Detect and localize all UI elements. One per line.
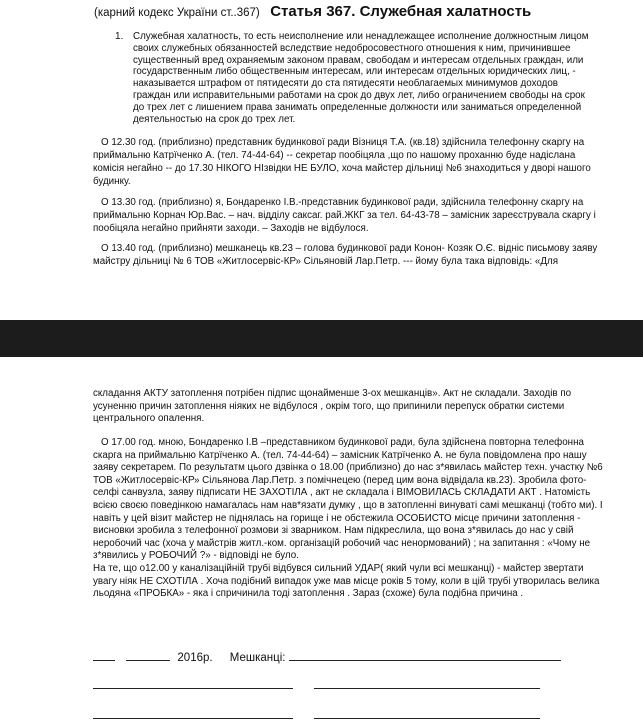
signature-line [314, 688, 540, 689]
page-2 [0, 357, 643, 725]
paragraph-1330: О 13.30 год. (приблизно) я, Бондаренко І.В.-представник будинкової ради, здійснила телефонну скаргу на приймальню Корнач Юр.Вас. – нач. відділу сaксаг. рай.ЖКГ за тел. 64-43-78 – замісник зареєструвала скаргу і пообіцяла негайно прийняти заходи. – Заходів не вiдбулося. [93, 197, 596, 234]
paragraph-1230: О 12.30 год. (приблизно) представник будинкової ради Візниця Т.А. (кв.18) здійснила телефонну скаргу на приймальню Катрїченко А. (тел. 74-44-64) -- секретар пообіцяла ,що по нашому проханню буде надісланa комісія негайно -- до 17.30 НІКОГО HIзвідки НЕ БУЛО, хоча майстер дільниці №6 знаходиться у дворі нашого будинку. [93, 137, 591, 187]
paragraph-1340: О 13.40 год. (приблизно) мешканець кв.23 – голова будинкової ради Конон- Козяк О.Є. віднiс письмову заяву майстру дільниці № 6 ТОВ «Житлосервіс-КР» Сільяновій Лар.Петр. --- йому була така відповідь: «Для [93, 243, 598, 267]
paragraph-pipe-note: На те, що о12.00 у каналізаційній трубі вiдбувся сильний УДАР( який чули всі мешканці) - майстер звертати увагу ніяк НЕ СХОТІЛА . Хоча подібний випадок уже мав місце років 5 тому, коли в цій трубі утворилась велика льодяна «ПРОБКА» - яка і спричинила тоді затоплення . Зараз (схоже) була подібна причина . [93, 563, 600, 600]
paragraph-continuation: складання АКТУ затоплення потрібен підпис щонайменше 3-ох мешканців». Акт не складали. Заходів по усуненню причин затоплення ніяких не вiдбулося , окрім того, що припинили перепуск обратки системи центрального опалення. [93, 388, 572, 425]
page-separator [0, 320, 643, 357]
month-blank [126, 649, 170, 661]
article-text: Служебная халатность, то есть неисполнение или ненадлежащее исполнение должностным лицом своих служебных обязанностей вследствие недобросовестного отношения к ним, причинившее существенный вред охраняемым законом правам, свободам и интересам отдельных граждан, или государственным либо общественным интересам, или интересам отдельных юридических лиц, - наказывается штрафом от пятидесяти до ста пятидесяти необлагаемых минимумов доходов граждан или исправительными работами на срок до двух лет, либо ограничением свободы на срок до трех лет с лишением права занимать определенные должности или заниматься определенной деятельностью на срок до трех лет. [133, 31, 589, 125]
document-header [94, 3, 531, 21]
paragraph-1700: О 17.00 год. мною, Бондаренко І.В –представником будинкової ради, була здійснена повторна телефонна скарга на приймальню Катрїченко А. (тел. 74-44-64) – замісник Катрїченко А. не була повідомлена про нашу заяву секретарем. По результатм цього дзвінка о 18.00 (приблизно) до нас з*явилась майстер техн. участку №6 ТОВ «Житлосервіс-КР» Сільянова Лар.Петр. з помічнецею (перед цим вона відвідала кв.23). Зробила фото-селфі санвузла, заяву підписати НЕ ЗАХОТІЛА , акт не складала і ВІМОВИЛАСЬ СКЛАДАТИ АКТ . Натомість всією своєю поведінкою намагалась нам нав*язати думку , що в затопленні винуваті самі мешканці (тобто ми). І навіть у цей візит майстер не піднялась на горище і не обстежила ОСОБИСТО місце причини затоплення - висновки зробила з телефонної розмови зі зварником. Нам підкреслила, що вона з*явилась до нас у свій неробочий час (хоча у майстрів житл.-ком. організацій робочий час ненормований) ; на запитання : «Чому не з*явились у РОБОЧИЙ ?» - відповіді не було. [93, 437, 603, 562]
residents-label: Мешканці: [229, 652, 286, 664]
date-signature-line [93, 649, 561, 664]
signature-line [93, 688, 293, 689]
article-title: Статья 367. Служебная халатность [270, 3, 532, 20]
page-1 [0, 0, 643, 320]
resident-signature-blank [289, 649, 561, 661]
signature-line [314, 718, 540, 719]
year-text: 2016р. [177, 652, 213, 664]
signature-line [93, 718, 293, 719]
day-blank [93, 649, 115, 661]
source-note: (карний кодекс України ст..367) [94, 7, 260, 19]
list-number: 1. [115, 31, 124, 42]
